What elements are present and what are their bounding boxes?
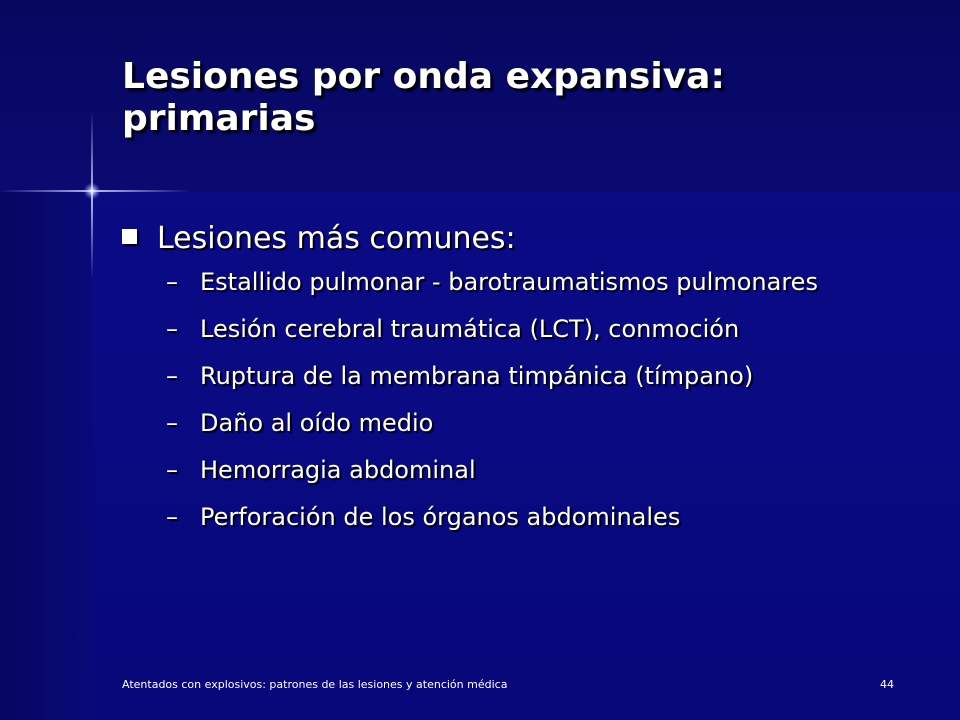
main-bullet-text: Lesiones más comunes:	[157, 221, 516, 256]
sub-bullet-item	[166, 503, 912, 531]
sub-bullet-item	[166, 456, 912, 484]
dash-marker: –	[166, 268, 178, 296]
slide-content	[122, 220, 912, 550]
dash-marker: –	[166, 503, 178, 531]
main-bullet	[122, 220, 912, 258]
sub-bullet-item	[166, 268, 912, 296]
dash-marker: –	[166, 409, 178, 437]
sub-bullet-item	[166, 362, 912, 390]
dash-marker: –	[166, 315, 178, 343]
sub-bullet-text: Perforación de los órganos abdominales	[200, 503, 681, 531]
sub-bullet-item	[166, 409, 912, 437]
sub-bullet-text: Lesión cerebral traumática (LCT), conmoción	[200, 315, 740, 343]
light-flare-core	[84, 183, 100, 199]
sub-bullet-text: Daño al oído medio	[200, 409, 434, 437]
dash-marker: –	[166, 456, 178, 484]
sub-bullet-item	[166, 315, 912, 343]
sub-bullet-text: Ruptura de la membrana timpánica (tímpano)	[200, 362, 754, 390]
slide-title: Lesiones por onda expansiva: primarias	[122, 56, 725, 139]
sub-bullet-text: Estallido pulmonar - barotraumatismos pulmonares	[200, 268, 818, 296]
sub-bullet-text: Hemorragia abdominal	[200, 456, 476, 484]
square-bullet-icon	[122, 229, 137, 244]
dash-marker: –	[166, 362, 178, 390]
slide-page-number: 44	[880, 678, 894, 691]
slide-footer: Atentados con explosivos: patrones de las lesiones y atención médica	[122, 678, 508, 691]
sub-bullet-list	[166, 268, 912, 531]
